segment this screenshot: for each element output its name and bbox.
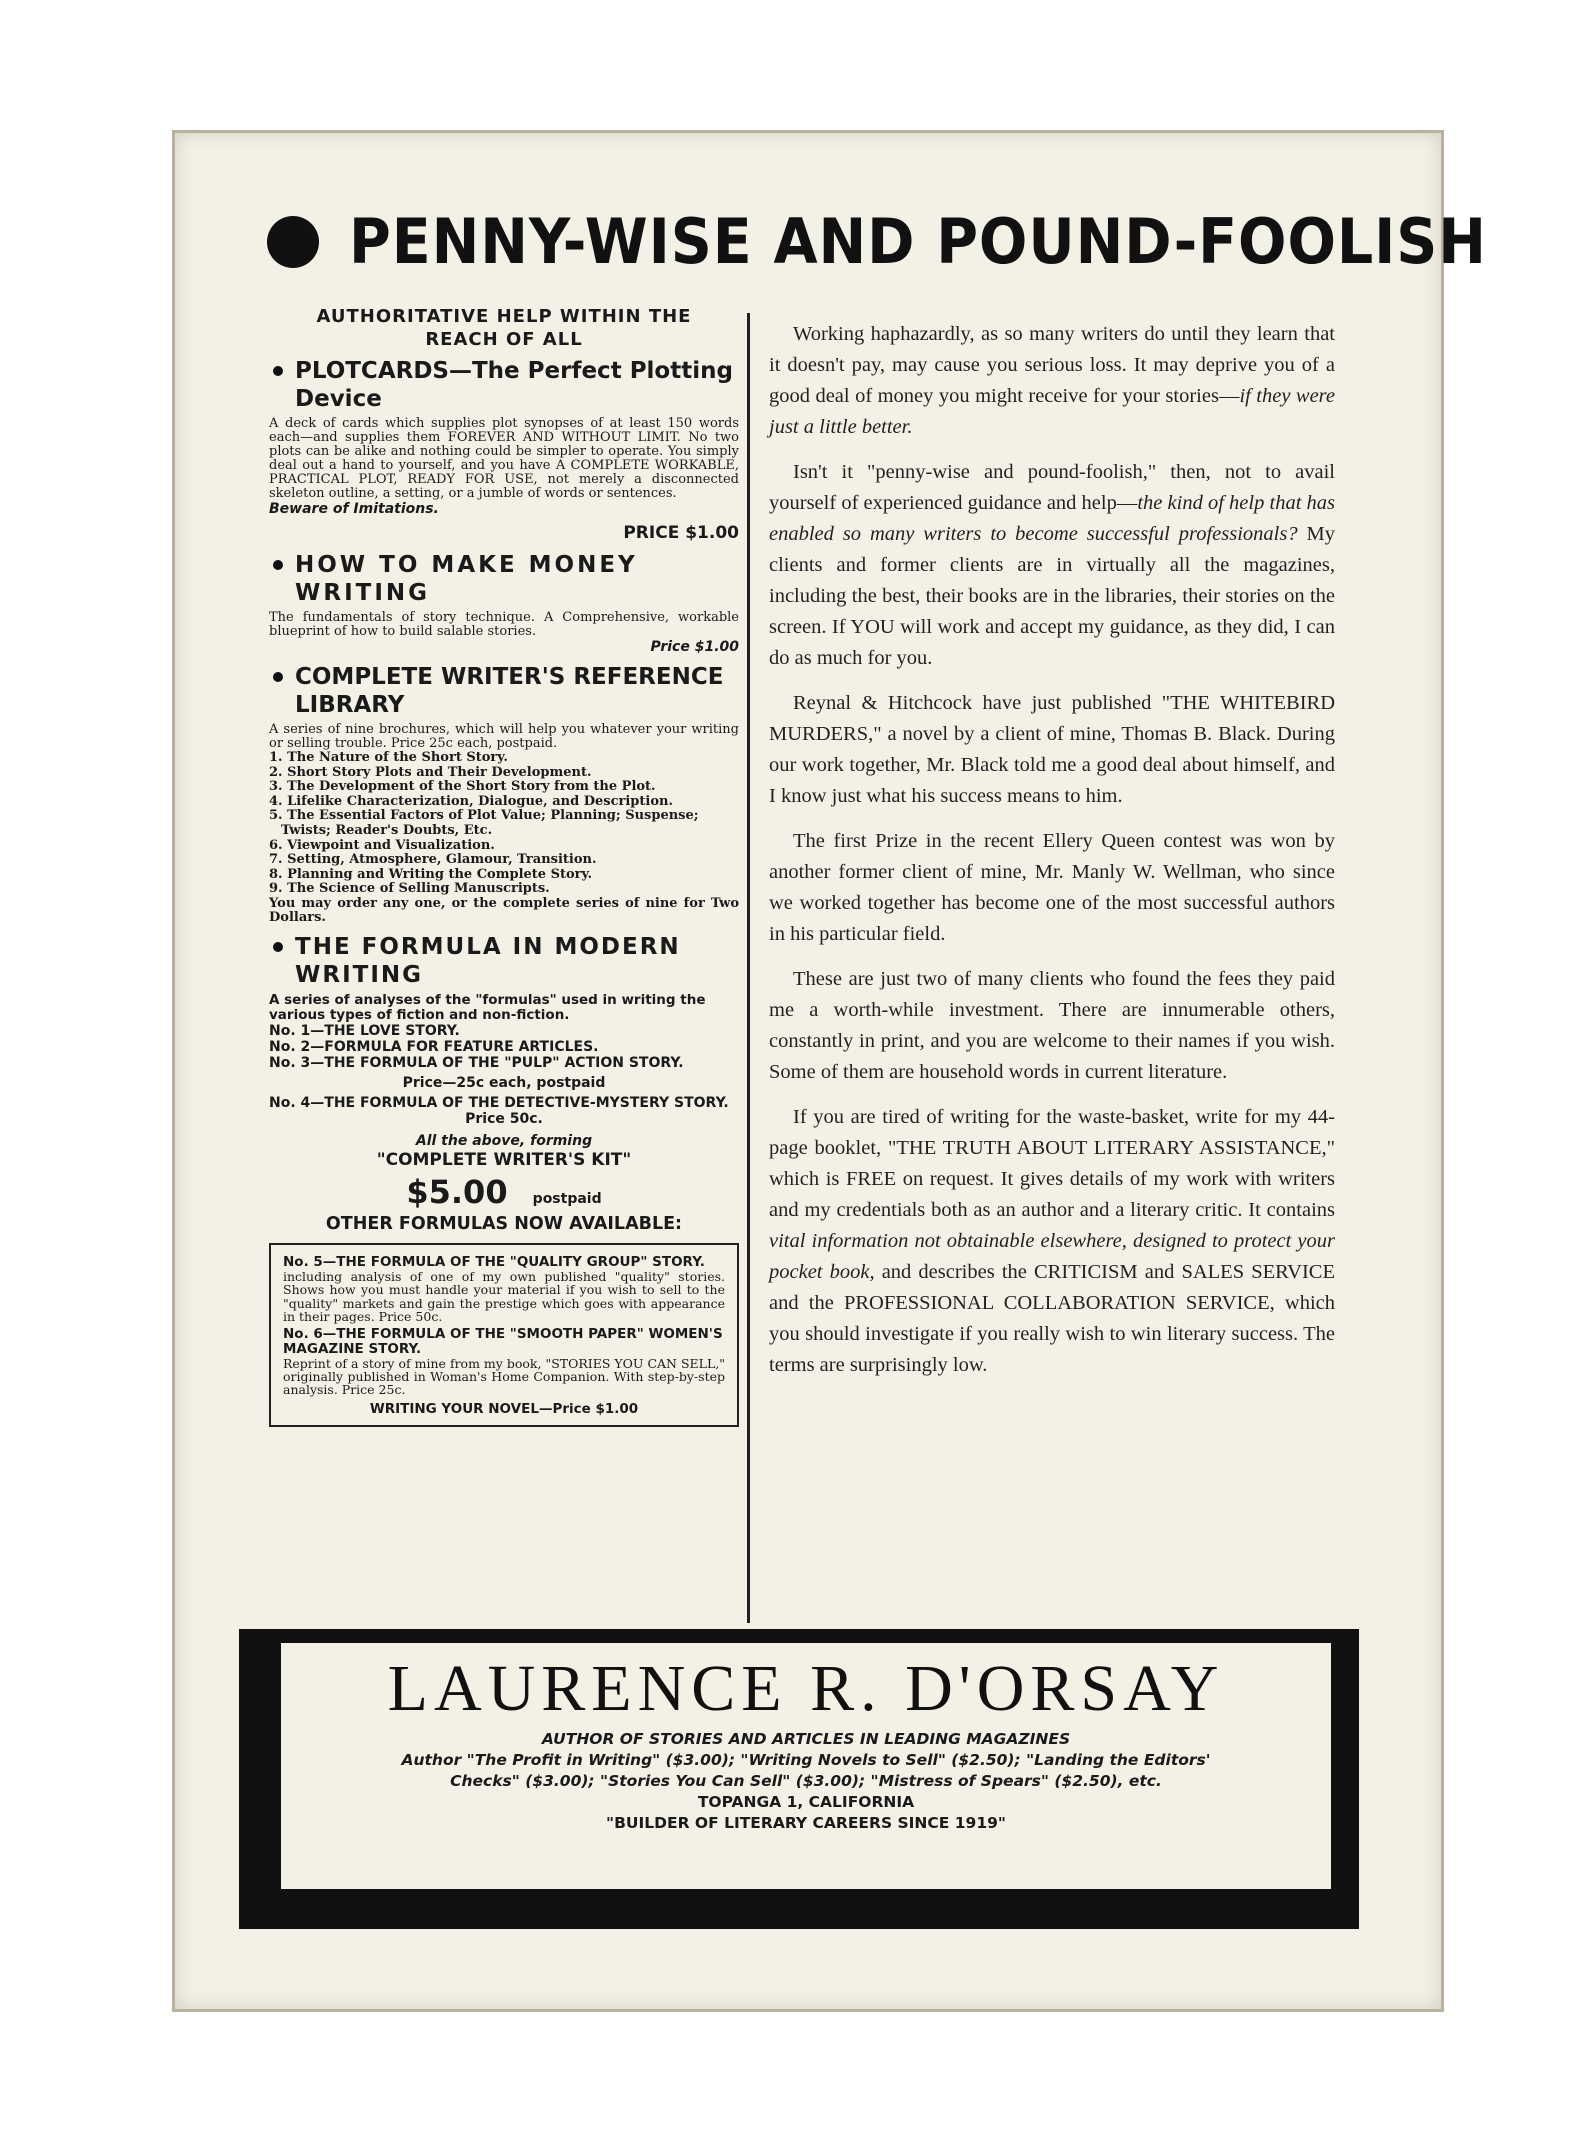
bullet-icon — [273, 672, 283, 682]
author-address: TOPANGA 1, CALIFORNIA — [697, 1793, 915, 1811]
formula-no4: No. 4—THE FORMULA OF THE DETECTIVE-MYSTERY STORY. — [269, 1094, 729, 1111]
author-books-line1: Author "The Profit in Writing" ($3.00); "Writing Novels to Sell" ($2.50); "Landing the Editors' — [401, 1751, 1211, 1769]
headline — [267, 205, 1487, 278]
column-divider — [747, 313, 750, 1623]
library-title: COMPLETE WRITER'S REFERENCE LIBRARY — [269, 663, 739, 719]
left-column — [269, 305, 739, 1427]
kit-price: $5.00 — [406, 1172, 508, 1211]
right-column — [769, 319, 1335, 1395]
formula-no6-body: Reprint of a story of mine from my book, "STORIES YOU CAN SELL," originally published in Woman's Home Companion. With step-by-step analysis. Price 25c. — [283, 1355, 725, 1398]
list-item: 9. The Science of Selling Manuscripts. — [269, 881, 550, 897]
other-formulas-heading: OTHER FORMULAS NOW AVAILABLE: — [325, 1213, 683, 1234]
bullet-icon — [273, 366, 283, 376]
list-item: 7. Setting, Atmosphere, Glamour, Transition. — [269, 852, 597, 868]
library-list — [269, 751, 739, 897]
bullet-icon — [273, 942, 283, 952]
author-slogan: "BUILDER OF LITERARY CAREERS SINCE 1919" — [606, 1814, 1006, 1832]
kit-title: "COMPLETE WRITER'S KIT" — [376, 1149, 632, 1170]
money-title: HOW TO MAKE MONEY WRITING — [269, 551, 739, 607]
list-item: 2. Short Story Plots and Their Development. — [269, 764, 592, 780]
list-item: 5. The Essential Factors of Plot Value; Planning; Suspense; Twists; Reader's Doubts, Etc. — [269, 808, 699, 838]
headline-text: PENNY-WISE AND POUND-FOOLISH — [349, 205, 1487, 278]
intro-heading: AUTHORITATIVE HELP WITHIN THE REACH OF ALL — [316, 306, 692, 350]
money-body: The fundamentals of story technique. A Comprehensive, workable blueprint of how to build salable stories. — [269, 610, 739, 639]
plotcards-title: PLOTCARDS—The Perfect Plotting Device — [269, 357, 739, 413]
other-formulas-box — [269, 1243, 739, 1427]
plotcards-price: PRICE $1.00 — [623, 523, 739, 543]
author-ad-banner — [239, 1629, 1359, 1929]
kit-intro: All the above, forming — [415, 1132, 593, 1149]
formula-no2: No. 2—FORMULA FOR FEATURE ARTICLES. — [269, 1038, 599, 1055]
formula-no6: No. 6—THE FORMULA OF THE "SMOOTH PAPER" WOMEN'S MAGAZINE STORY. — [283, 1325, 723, 1357]
list-item: 3. The Development of the Short Story from the Plot. — [269, 779, 656, 795]
paragraph: Reynal & Hitchcock have just published "THE WHITEBIRD MURDERS," a novel by a client of mine, Thomas B. Black. During our work together, Mr. Black told me a good deal about himself, and I know just what his success means to him. — [769, 692, 1335, 807]
formula-no1: No. 1—THE LOVE STORY. — [269, 1022, 460, 1039]
formula-title: THE FORMULA IN MODERN WRITING — [269, 933, 739, 989]
paragraph: If you are tired of writing for the waste-basket, write for my 44-page booklet, "THE TRUTH ABOUT LITERARY ASSISTANCE," which is FREE on request. It gives details of my work with writers and my credentials both as an author and a literary critic. It contains vital information not obtainable elsewhere, designed to protect your pocket book, and describes the CRITICISM and SALES SERVICE and the PROFESSIONAL COLLABORATION SERVICE, which you should investigate if you really wish to win literary success. The terms are surprisingly low. — [769, 1106, 1336, 1376]
paragraph: Isn't it "penny-wise and pound-foolish," then, not to avail yourself of experienced guidance and help—the kind of help that has enabled so many writers to become successful professionals? My clients and former clients are in virtually all the magazines, including the best, their books are in the libraries, their stories on the screen. If YOU will work and accept my guidance, as they did, I can do as much for you. — [769, 461, 1336, 669]
list-item: 6. Viewpoint and Visualization. — [269, 837, 495, 853]
magazine-back-cover — [172, 130, 1487, 2012]
paragraph: Working haphazardly, as so many writers do until they learn that it doesn't pay, may cause you serious loss. It may deprive you of a good deal of money you might receive for your stories—if they were just a little better. — [769, 323, 1336, 438]
formula-no3: No. 3—THE FORMULA OF THE "PULP" ACTION STORY. — [269, 1054, 684, 1071]
novel-price: WRITING YOUR NOVEL—Price $1.00 — [369, 1400, 639, 1417]
author-name: LAURENCE R. D'ORSAY — [387, 1652, 1225, 1725]
bullet-icon — [267, 216, 319, 268]
money-price: Price $1.00 — [650, 639, 739, 655]
author-ad-inner — [281, 1643, 1331, 1889]
formula-price-each: Price—25c each, postpaid — [402, 1074, 606, 1091]
kit-price-row — [269, 1173, 739, 1211]
paragraph: These are just two of many clients who found the fees they paid me a worth-while investment. There are innumerable others, constantly in print, and you are welcome to their names if you wish. Some of them are household words in current literature. — [769, 968, 1335, 1083]
plotcards-body: A deck of cards which supplies plot synopses of at least 150 words each—and supplies them FOREVER AND WITHOUT LIMIT. No two plots can be alike and nothing could be simpler to operate. You simply deal out a hand to yourself, and you have A COMPLETE WORKABLE, PRACTICAL PLOT, READY FOR USE, not merely a disconnected skeleton outline, a setting, or a jumble of words or sentences. — [269, 416, 739, 501]
plotcards-warning: Beware of Imitations. — [269, 501, 439, 517]
author-tagline: AUTHOR OF STORIES AND ARTICLES IN LEADING MAGAZINES — [541, 1730, 1071, 1748]
kit-postpaid: postpaid — [532, 1190, 602, 1207]
formula-no5-body: including analysis of one of my own published "quality" stories. Shows how you must handle your material if you wish to sell to the "quality" markets and gain the prestige which goes with appearance in their pages. Price 50c. — [283, 1268, 725, 1325]
formula-no5: No. 5—THE FORMULA OF THE "QUALITY GROUP" STORY. — [283, 1253, 705, 1270]
formula-body: A series of analyses of the "formulas" used in writing the various types of fiction and non-fiction. — [269, 991, 706, 1023]
author-books-line2: Checks" ($3.00); "Stories You Can Sell" ($3.00); "Mistress of Spears" ($2.50), etc. — [450, 1772, 1162, 1790]
paragraph: The first Prize in the recent Ellery Queen contest was won by another former client of mine, Mr. Manly W. Wellman, who since we worked together has become one of the most successful authors in his particular field. — [769, 830, 1335, 945]
list-item: 1. The Nature of the Short Story. — [269, 750, 508, 765]
bullet-icon — [273, 560, 283, 570]
library-footer: You may order any one, or the complete series of nine for Two Dollars. — [269, 895, 739, 925]
library-body: A series of nine brochures, which will help you whatever your writing or selling trouble. Price 25c each, postpaid. — [269, 722, 739, 751]
list-item: 4. Lifelike Characterization, Dialogue, and Description. — [269, 793, 673, 809]
formula-price-no4: Price 50c. — [465, 1110, 543, 1127]
list-item: 8. Planning and Writing the Complete Story. — [269, 866, 593, 882]
